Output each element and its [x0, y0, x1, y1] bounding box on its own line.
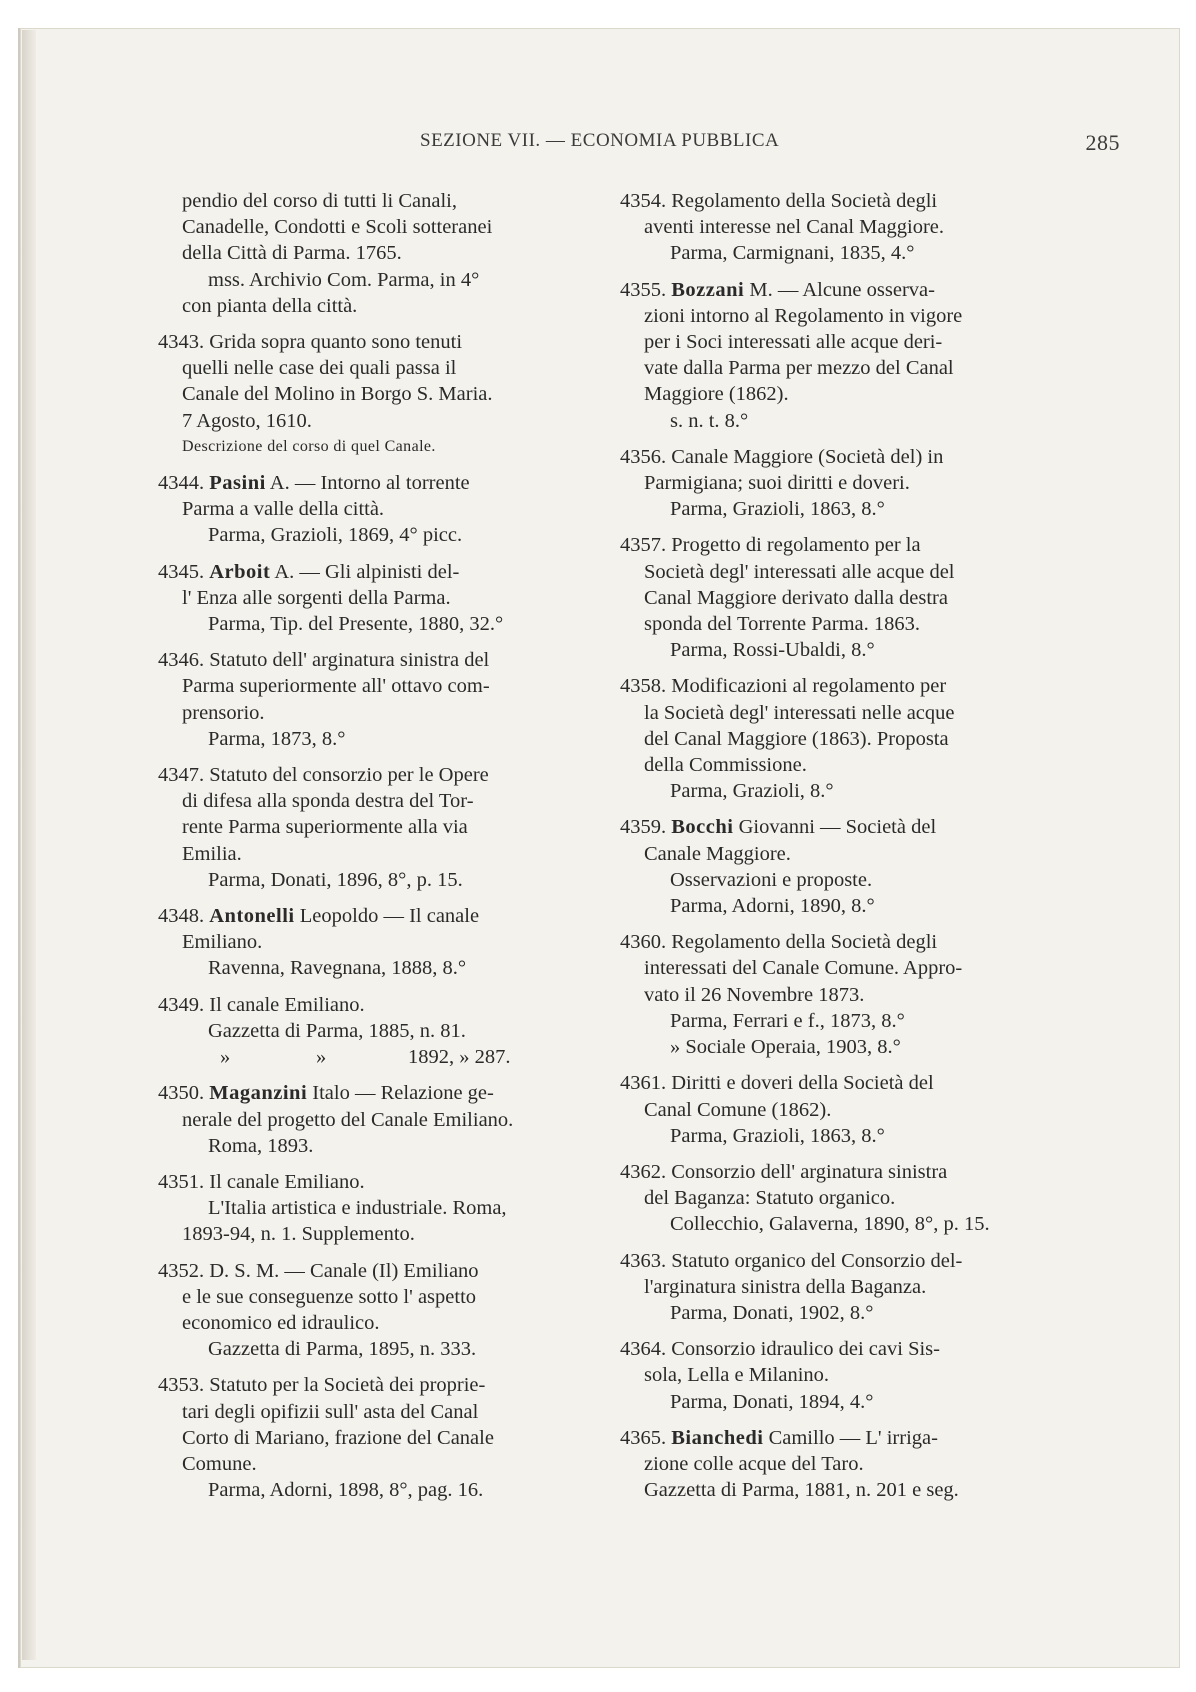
- entry-imprint: L'Italia artistica e industriale. Roma,: [208, 1197, 507, 1220]
- entry-imprint: Parma, Adorni, 1890, 8.°: [670, 895, 875, 918]
- entry-line: vato il 26 Novembre 1873.: [644, 983, 865, 1006]
- entry-number: 4348.: [158, 905, 205, 928]
- entry-line: Emilia.: [182, 842, 242, 865]
- entry-line: Corto di Mariano, frazione del Canale: [182, 1426, 494, 1449]
- entry-line: per i Soci interessati alle acque deri-: [644, 331, 943, 354]
- entry-4365: [620, 1425, 1060, 1504]
- entry-4359: [620, 814, 1060, 919]
- entry-line: Osservazioni e proposte.: [670, 868, 873, 891]
- entry-line: 4353. Statuto per la Società dei proprie-: [158, 1374, 486, 1397]
- entry-line: sola, Lella e Milanino.: [644, 1364, 830, 1387]
- entry-4346: [158, 647, 588, 752]
- entry-line: zione colle acque del Taro.: [644, 1452, 864, 1475]
- entry-title: A. — Intorno al torrente: [269, 472, 470, 495]
- entry-line: [620, 277, 1060, 303]
- entry-line: Parma a valle della città.: [182, 498, 385, 521]
- entry-4343: [158, 329, 588, 460]
- entry-author: Pasini: [209, 472, 266, 495]
- entry-line: 7 Agosto, 1610.: [182, 409, 312, 432]
- entry-line: della Città di Parma. 1765.: [182, 242, 402, 265]
- entry-imprint: Parma, Ferrari e f., 1873, 8.°: [670, 1009, 905, 1032]
- entry-line: 4360. Regolamento della Società degli: [620, 931, 938, 954]
- page-number: 285: [1085, 130, 1120, 155]
- entry-4354: [620, 188, 1060, 267]
- entry-imprint: Gazzetta di Parma, 1885, n. 81.: [208, 1019, 466, 1042]
- entry-imprint: 1893-94, n. 1. Supplemento.: [182, 1223, 415, 1246]
- entry-line: 4356. Canale Maggiore (Società del) in: [620, 445, 944, 468]
- entry-author: Antonelli: [209, 905, 295, 928]
- entry-4358: [620, 673, 1060, 804]
- entry-number: 4350.: [158, 1082, 205, 1105]
- entry-4350: [158, 1080, 588, 1159]
- entry-line: 4343. Grida sopra quanto sono tenuti: [158, 331, 463, 354]
- entry-imprint: con pianta della città.: [182, 294, 358, 317]
- entry-line: Canale Maggiore.: [644, 842, 791, 865]
- entry-author: Bocchi: [671, 816, 734, 839]
- entry-4344: [158, 470, 588, 549]
- entry-line: nerale del progetto del Canale Emiliano.: [182, 1108, 514, 1131]
- entry-number: 4344.: [158, 472, 205, 495]
- entry-line: 4354. Regolamento della Società degli: [620, 190, 938, 212]
- entry-line: [158, 470, 588, 496]
- entry-line: 4349. Il canale Emiliano.: [158, 993, 365, 1016]
- entry-4363: [620, 1248, 1060, 1327]
- entry-imprint: Parma, Adorni, 1898, 8°, pag. 16.: [208, 1479, 484, 1502]
- entry-line: Canale del Molino in Borgo S. Maria.: [182, 383, 493, 406]
- entry-line: [158, 903, 588, 929]
- entry-imprint: Parma, Donati, 1894, 4.°: [670, 1390, 874, 1413]
- entry-line: Comune.: [182, 1452, 257, 1475]
- entry-line: 4352. D. S. M. — Canale (Il) Emiliano: [158, 1259, 479, 1282]
- entry-line: Maggiore (1862).: [644, 383, 789, 406]
- entry-imprint: Collecchio, Galaverna, 1890, 8°, p. 15.: [670, 1213, 990, 1236]
- entry-line: 4358. Modificazioni al regolamento per: [620, 675, 947, 698]
- entry-line: interessati del Canale Comune. Appro-: [644, 957, 963, 980]
- entry-4360: [620, 929, 1060, 1060]
- right-column: [620, 188, 1060, 1513]
- entry-line: [620, 1425, 1060, 1451]
- entry-line: vate dalla Parma per mezzo del Canal: [644, 357, 954, 380]
- entry-line: zioni intorno al Regolamento in vigore: [644, 304, 963, 327]
- entry-title: A. — Gli alpinisti del-: [274, 560, 460, 583]
- entry-imprint: Parma, Rossi-Ubaldi, 8.°: [670, 639, 875, 662]
- entry-line: Canal Maggiore derivato dalla destra: [644, 586, 948, 609]
- entry-line: 4346. Statuto dell' arginatura sinistra del: [158, 649, 490, 672]
- entry-continuation: [158, 188, 588, 319]
- entry-author: Bozzani: [671, 278, 745, 301]
- entry-imprint: Parma, Grazioli, 1869, 4° picc.: [208, 524, 463, 547]
- entry-line: del Baganza: Statuto organico.: [644, 1187, 896, 1210]
- entry-line: Emiliano.: [182, 931, 263, 954]
- entry-number: 4355.: [620, 278, 667, 301]
- entry-line: sponda del Torrente Parma. 1863.: [644, 613, 921, 636]
- entry-line: 4363. Statuto organico del Consorzio del-: [620, 1249, 963, 1272]
- entry-4353: [158, 1372, 588, 1503]
- entry-4347: [158, 762, 588, 893]
- entry-imprint: s. n. t. 8.°: [670, 409, 749, 432]
- entry-line: Canal Comune (1862).: [644, 1098, 832, 1121]
- entry-4361: [620, 1070, 1060, 1149]
- entry-line: tari degli opifizii sull' asta del Canal: [182, 1400, 479, 1423]
- entry-4351: [158, 1169, 588, 1248]
- entry-line: 4351. Il canale Emiliano.: [158, 1170, 365, 1193]
- entry-author: Bianchedi: [671, 1426, 764, 1449]
- entry-4345: [158, 559, 588, 638]
- entry-line: economico ed idraulico.: [182, 1311, 380, 1334]
- entry-line: 4347. Statuto del consorzio per le Opere: [158, 764, 489, 787]
- entry-imprint-ditto: » Sociale Operaia, 1903, 8.°: [670, 1036, 901, 1059]
- entry-line: del Canal Maggiore (1863). Proposta: [644, 727, 949, 750]
- entry-number: 4359.: [620, 816, 667, 839]
- entry-4349: [158, 992, 588, 1071]
- entry-imprint: mss. Archivio Com. Parma, in 4°: [208, 268, 480, 291]
- entry-4348: [158, 903, 588, 982]
- entry-imprint: Parma, Carmignani, 1835, 4.°: [670, 242, 915, 265]
- entry-imprint-ditto: [158, 1044, 588, 1070]
- left-column: [158, 188, 588, 1513]
- entry-imprint: Parma, Grazioli, 8.°: [670, 780, 834, 803]
- entry-imprint: Gazzetta di Parma, 1895, n. 333.: [208, 1338, 477, 1361]
- entry-4352: [158, 1258, 588, 1363]
- entry-number: 4365.: [620, 1426, 667, 1449]
- entry-imprint: Parma, 1873, 8.°: [208, 727, 346, 750]
- entry-line: pendio del corso di tutti li Canali,: [182, 190, 457, 212]
- entry-imprint: Parma, Tip. del Presente, 1880, 32.°: [208, 613, 504, 636]
- entry-title: Italo — Relazione ge-: [312, 1082, 494, 1105]
- entry-line: rente Parma superiormente alla via: [182, 816, 468, 839]
- entry-title: M. — Alcune osserva-: [749, 278, 935, 301]
- entry-line: 4361. Diritti e doveri della Società del: [620, 1072, 934, 1095]
- entry-author: Maganzini: [209, 1082, 308, 1105]
- entry-4364: [620, 1336, 1060, 1415]
- entry-line: [158, 559, 588, 585]
- entry-imprint: Parma, Grazioli, 1863, 8.°: [670, 498, 885, 521]
- entry-line: la Società degl' interessati nelle acque: [644, 701, 955, 724]
- entry-line: 4362. Consorzio dell' arginatura sinistra: [620, 1160, 948, 1183]
- entry-imprint: Ravenna, Ravegnana, 1888, 8.°: [208, 957, 467, 980]
- entry-line: [158, 1080, 588, 1106]
- entry-line: Parma superiormente all' ottavo com-: [182, 675, 490, 698]
- binding-edge: [22, 30, 36, 1660]
- entry-4356: [620, 444, 1060, 523]
- entry-imprint: Parma, Donati, 1902, 8.°: [670, 1301, 874, 1324]
- entry-line: Società degl' interessati alle acque del: [644, 560, 955, 583]
- entry-title: Leopoldo — Il canale: [299, 905, 480, 928]
- entry-title: Camillo — L' irriga-: [768, 1426, 938, 1449]
- section-title: SEZIONE VII. — ECONOMIA PUBBLICA: [420, 130, 780, 151]
- imprint-year: 1892,: [408, 1046, 455, 1069]
- entry-4355: [620, 277, 1060, 434]
- entry-line: 4364. Consorzio idraulico dei cavi Sis-: [620, 1338, 940, 1361]
- entry-4357: [620, 532, 1060, 663]
- entry-imprint: Parma, Donati, 1896, 8°, p. 15.: [208, 868, 463, 891]
- entry-line: della Commissione.: [644, 754, 807, 777]
- entry-note: Descrizione del corso di quel Canale.: [182, 437, 436, 455]
- entry-line: prensorio.: [182, 701, 265, 724]
- entry-imprint: Roma, 1893.: [208, 1134, 314, 1157]
- imprint-number: » 287.: [459, 1046, 511, 1069]
- entry-line: l'arginatura sinistra della Baganza.: [644, 1275, 927, 1298]
- entry-line: Parmigiana; suoi diritti e doveri.: [644, 472, 910, 495]
- entry-line: quelli nelle case dei quali passa il: [182, 357, 457, 380]
- entry-line: [620, 814, 1060, 840]
- entry-imprint: Parma, Grazioli, 1863, 8.°: [670, 1124, 885, 1147]
- entry-title: Giovanni — Società del: [738, 816, 937, 839]
- entry-imprint: Gazzetta di Parma, 1881, n. 201 e seg.: [644, 1479, 959, 1502]
- entry-line: l' Enza alle sorgenti della Parma.: [182, 586, 451, 609]
- entry-line: 4357. Progetto di regolamento per la: [620, 534, 921, 557]
- entry-line: Canadelle, Condotti e Scoli sotteranei: [182, 216, 493, 239]
- entry-line: di difesa alla sponda destra del Tor-: [182, 790, 474, 813]
- ditto-mark: »: [316, 1046, 327, 1069]
- entry-author: Arboit: [209, 560, 271, 583]
- entry-4362: [620, 1159, 1060, 1238]
- entry-line: aventi interesse nel Canal Maggiore.: [644, 216, 944, 239]
- entry-number: 4345.: [158, 560, 205, 583]
- entry-line: e le sue conseguenze sotto l' aspetto: [182, 1285, 477, 1308]
- ditto-mark: »: [220, 1046, 231, 1069]
